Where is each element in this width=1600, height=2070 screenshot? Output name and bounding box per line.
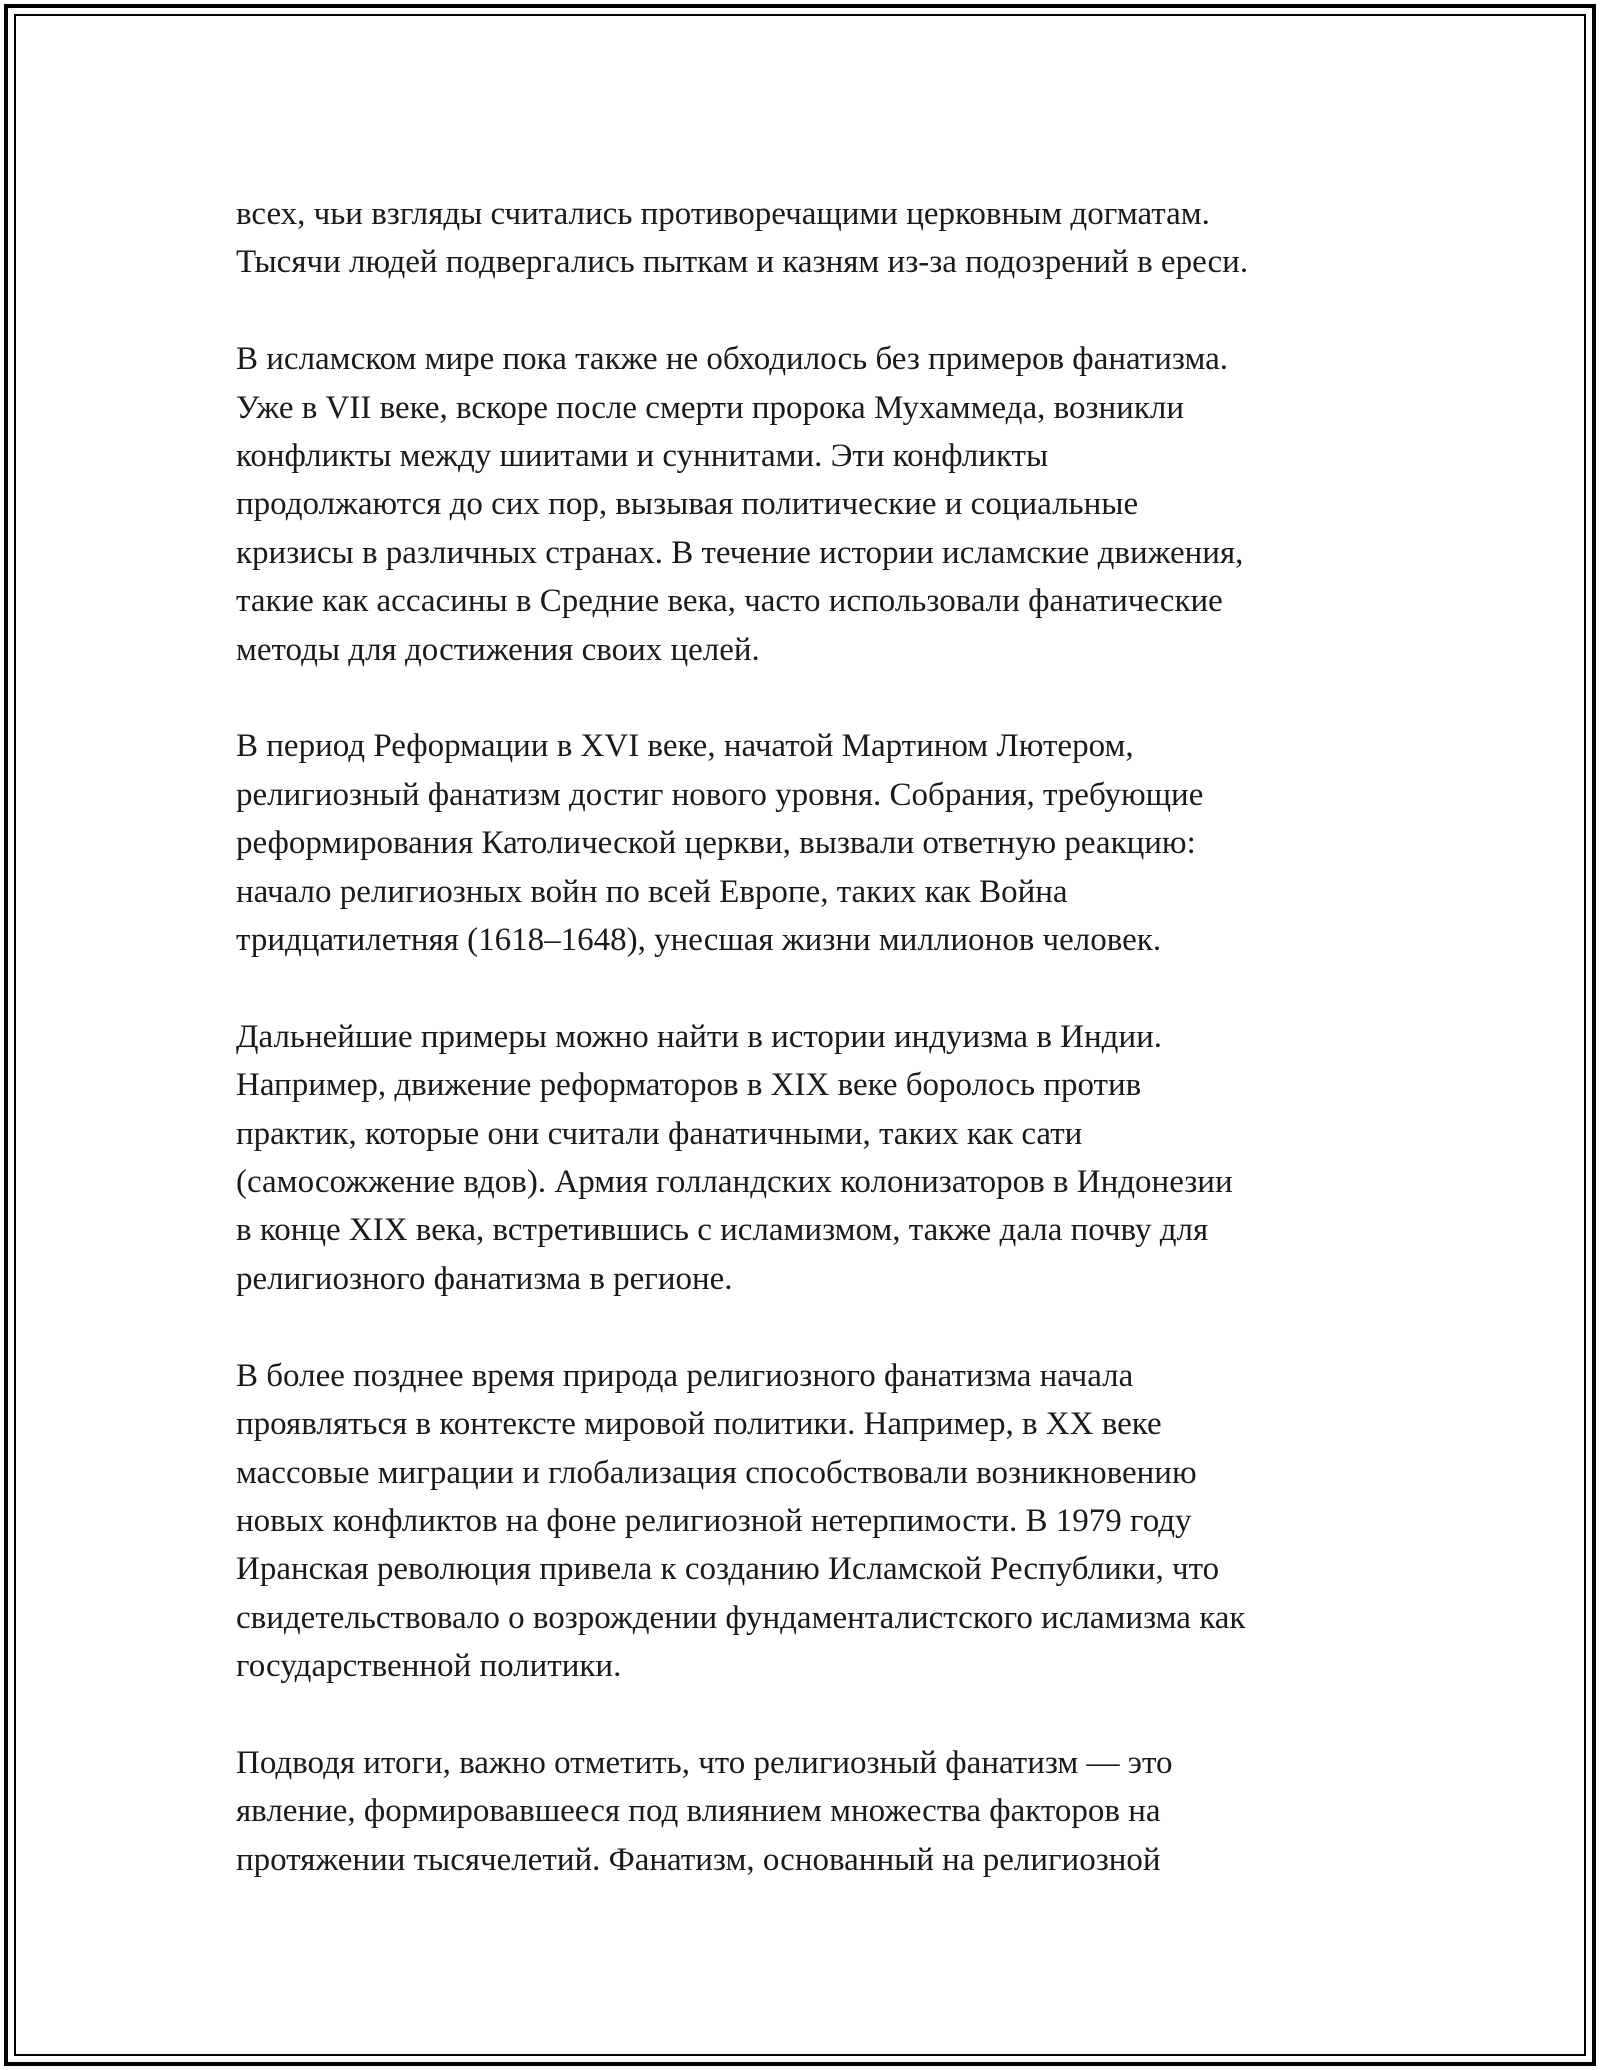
document-body [236, 190, 1386, 1933]
text-line: государственной политики. [236, 1648, 622, 1685]
text-line: продолжаются до сих пор, вызывая политические и социальные [236, 486, 1139, 523]
text-line: Тысячи людей подвергались пыткам и казням из-за подозрений в ереси. [236, 244, 1249, 281]
text-line: кризисы в различных странах. В течение истории исламские движения, [236, 534, 1244, 571]
text-line: практик, которые они считали фанатичными, таких как сати [236, 1115, 1083, 1152]
text-line: всех, чьи взгляды считались противоречащими церковным догматам. [236, 196, 1210, 232]
text-line: такие как ассасины в Средние века, часто использовали фанатические [236, 583, 1223, 620]
paragraph-5 [236, 1352, 1386, 1691]
text-line: (самосожжение вдов). Армия голландских колонизаторов в Индонезии [236, 1164, 1233, 1201]
text-line: свидетельствовало о возрождении фундаменталистского исламизма как [236, 1599, 1246, 1636]
text-line: Уже в VII веке, вскоре после смерти пророка Мухаммеда, возникли [236, 389, 1184, 426]
text-line: массовые миграции и глобализация способствовали возникновению [236, 1454, 1197, 1491]
paragraph-4 [236, 1013, 1386, 1303]
text-line: новых конфликтов на фоне религиозной нетерпимости. В 1979 году [236, 1502, 1192, 1539]
text-line: проявляться в контексте мировой политики. Например, в XX веке [236, 1406, 1162, 1443]
paragraph-2 [236, 335, 1386, 674]
paragraph-6 [236, 1739, 1386, 1884]
paragraph-1 [236, 190, 1386, 287]
text-line: религиозный фанатизм достиг нового уровня. Собрания, требующие [236, 776, 1204, 813]
text-line: тридцатилетняя (1618–1648), унесшая жизни миллионов человек. [236, 922, 1162, 959]
text-line: явление, формировавшееся под влиянием множества факторов на [236, 1793, 1161, 1830]
text-line: методы для достижения своих целей. [236, 631, 760, 668]
paragraph-3 [236, 722, 1386, 964]
text-line: Подводя итоги, важно отметить, что религиозный фанатизм — это [236, 1744, 1173, 1781]
text-line: начало религиозных войн по всей Европе, таких как Война [236, 873, 1068, 910]
text-line: религиозного фанатизма в регионе. [236, 1260, 733, 1297]
text-line: В более позднее время природа религиозного фанатизма начала [236, 1357, 1134, 1394]
text-line: Иранская революция привела к созданию Исламской Республики, что [236, 1551, 1220, 1588]
text-line: В исламском мире пока также не обходилось без примеров фанатизма. [236, 341, 1228, 378]
text-line: конфликты между шиитами и суннитами. Эти конфликты [236, 438, 1049, 475]
text-line: в конце XIX века, встретившись с исламизмом, также дала почву для [236, 1212, 1209, 1249]
text-line: протяжении тысячелетий. Фанатизм, основанный на религиозной [236, 1841, 1161, 1878]
text-line: реформирования Католической церкви, вызвали ответную реакцию: [236, 825, 1196, 862]
text-line: В период Реформации в XVI веке, начатой Мартином Лютером, [236, 728, 1134, 765]
text-line: Дальнейшие примеры можно найти в истории индуизма в Индии. [236, 1018, 1163, 1055]
text-line: Например, движение реформаторов в XIX веке боролось против [236, 1067, 1142, 1104]
